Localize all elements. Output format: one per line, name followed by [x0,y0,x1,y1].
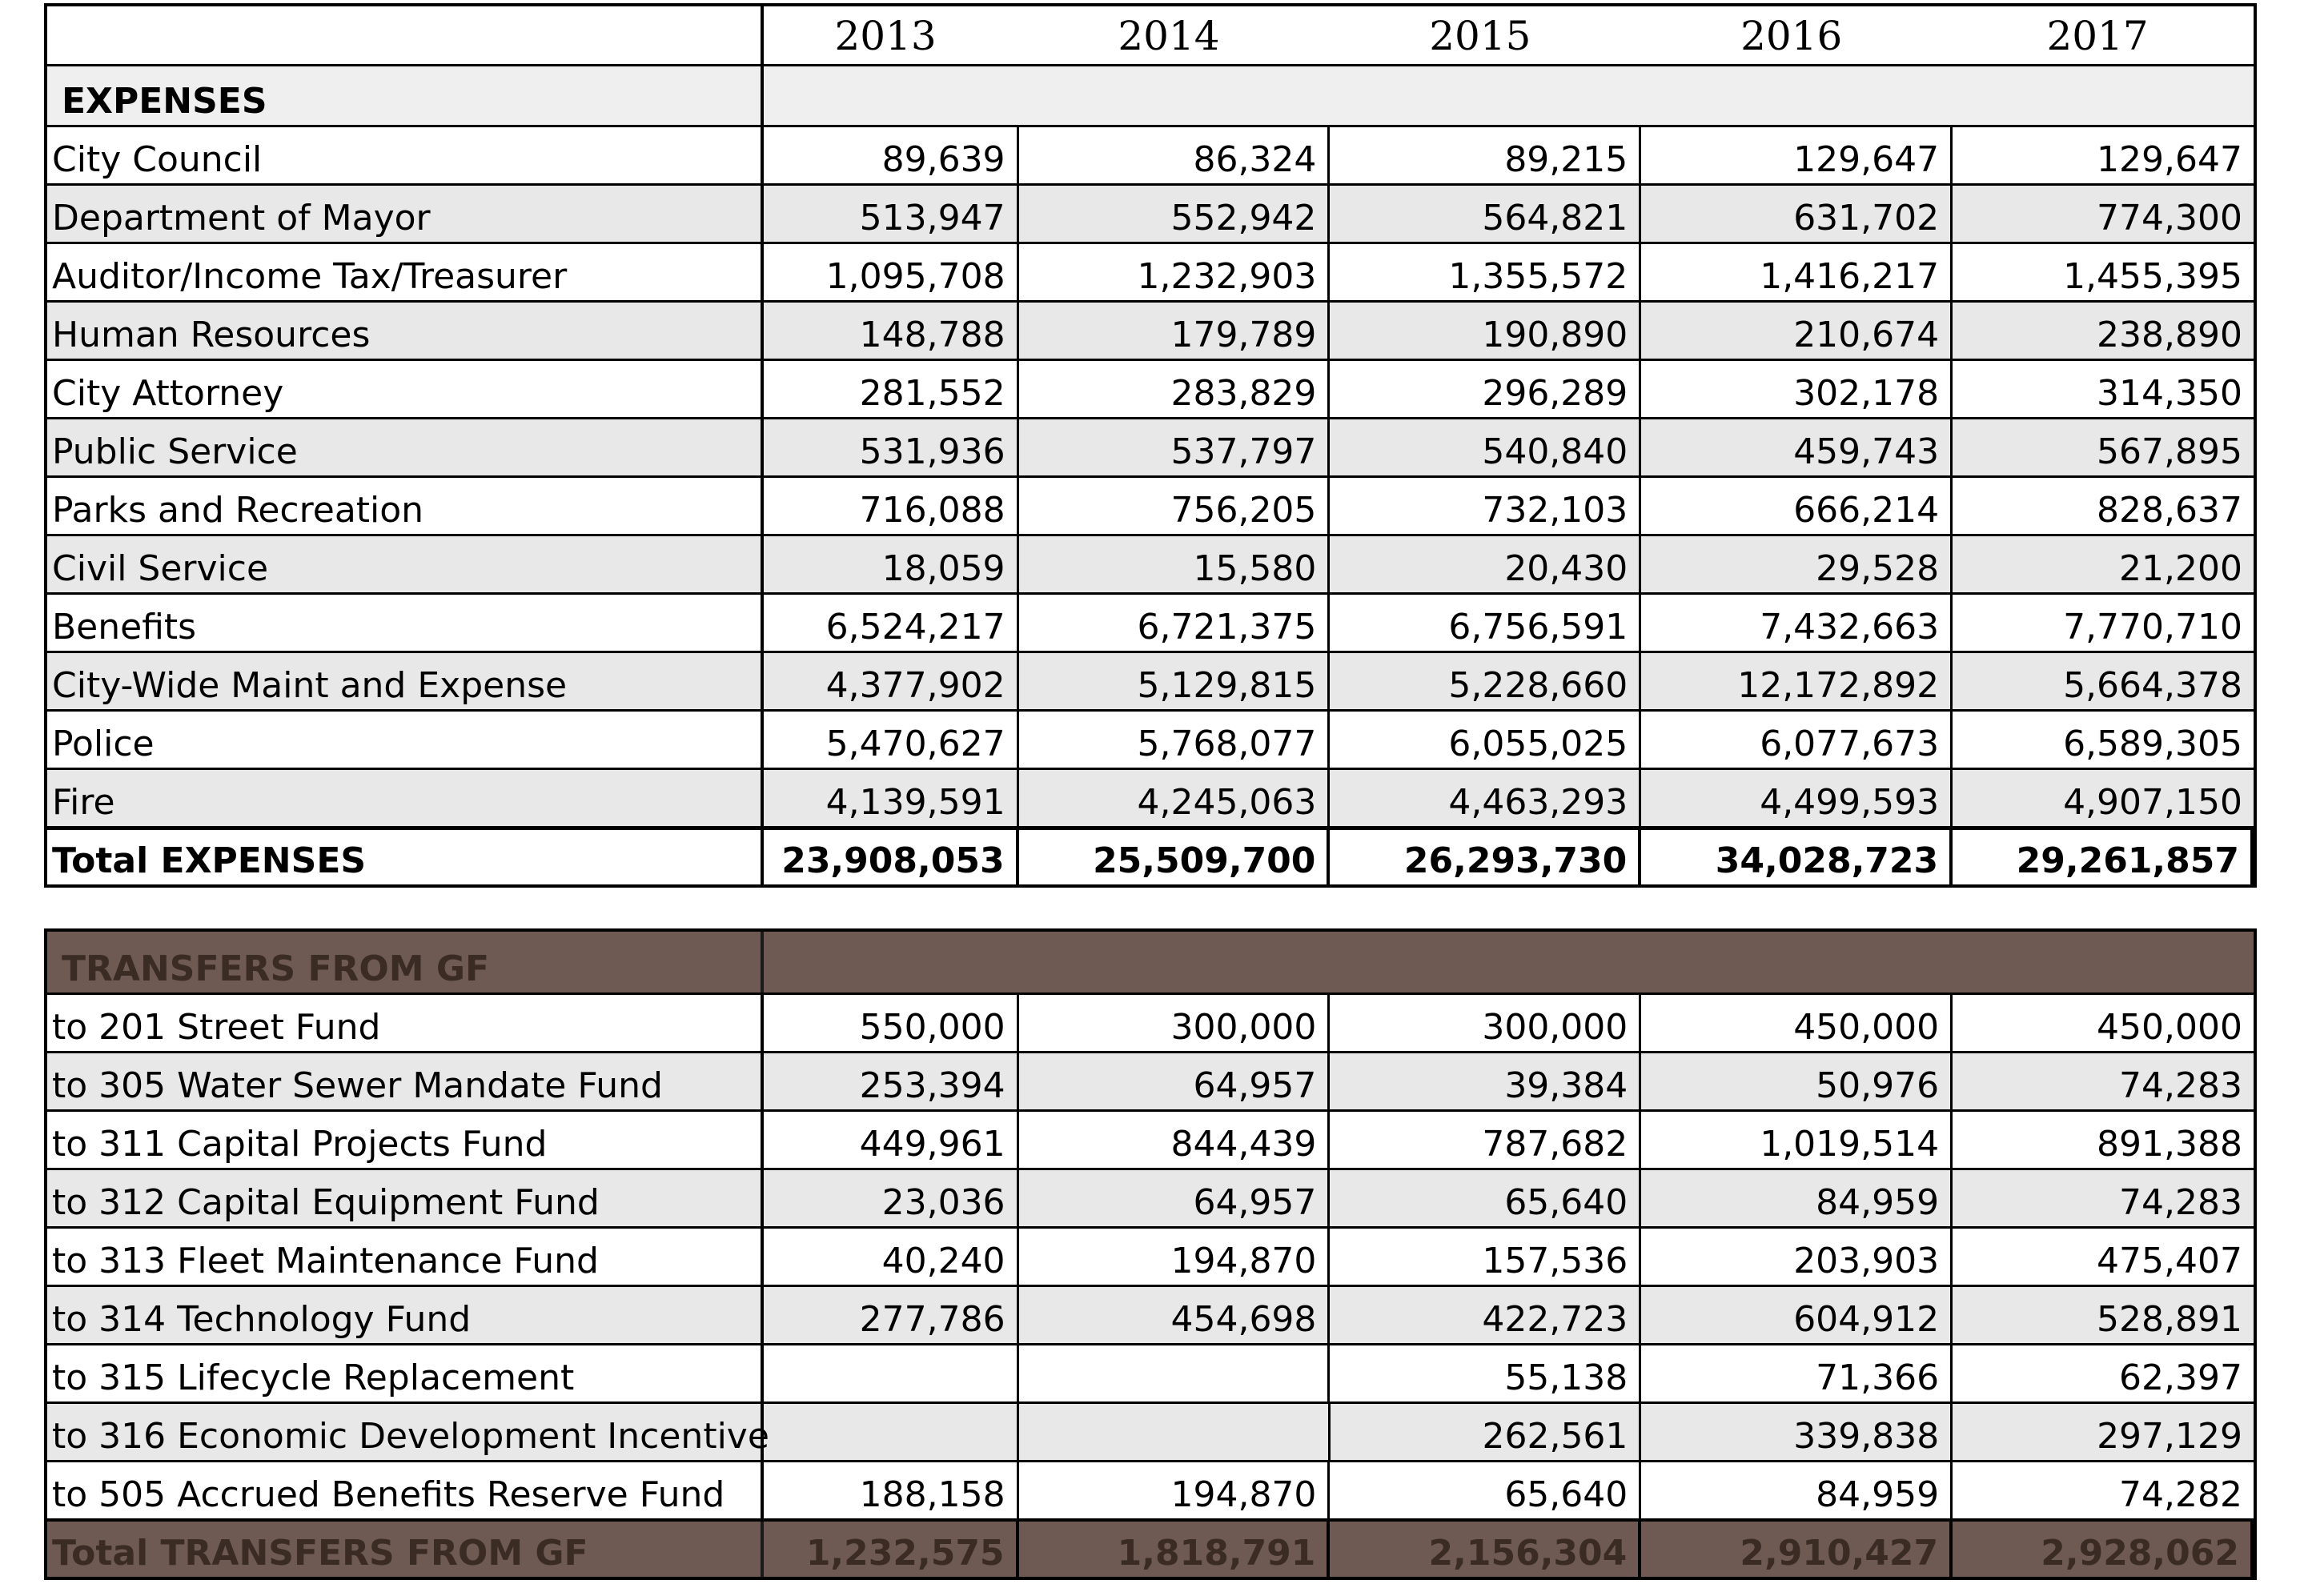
expenses-section-row [47,64,2254,125]
row-label: Fire [47,770,764,826]
value-cell: 23,908,053 [764,830,1019,884]
row-label: Human Resources [47,303,764,359]
value-cell: 253,394 [764,1053,1019,1109]
value-cell: 12,172,892 [1641,653,1953,709]
value-cell: 4,907,150 [2063,782,2242,823]
value-cell: 531,936 [764,419,1019,475]
value-cell: 64,957 [1019,1170,1331,1226]
value-cell: 26,293,730 [1330,830,1641,884]
value-cell: 2,928,062 [1953,1522,2254,1577]
value-cell: 6,524,217 [764,595,1019,651]
value-cell: 454,698 [1019,1287,1331,1343]
value-cell: 50,976 [1641,1053,1953,1109]
value-cell: 1,455,395 [2063,256,2242,297]
row-label: Civil Service [47,536,764,592]
row-label: Total EXPENSES [47,830,764,884]
section-fill [764,932,2254,992]
row-label: Benefits [47,595,764,651]
table-row [47,183,2254,242]
value-cell: 84,959 [1641,1170,1953,1226]
value-cell: 39,384 [1330,1053,1641,1109]
value-cell: 756,205 [1019,478,1331,534]
year-header: 2015 [1429,13,1531,59]
value-cell: 604,912 [1641,1287,1953,1343]
row-label: to 505 Accrued Benefits Reserve Fund [47,1462,764,1518]
value-cell: 550,000 [764,995,1019,1051]
value-cell: 564,821 [1330,186,1641,242]
value-cell: 339,838 [1641,1404,1953,1460]
value-cell: 5,129,815 [1019,653,1331,709]
value-cell: 190,890 [1330,303,1641,359]
value-cell: 1,818,791 [1019,1522,1331,1577]
table-row [47,417,2254,475]
expenses-table [44,3,2257,888]
table-row [47,1168,2254,1226]
section-fill [764,66,2254,125]
table-row [47,475,2254,534]
value-cell: 6,077,673 [1641,712,1953,768]
value-cell: 194,870 [1019,1462,1331,1518]
table-row [47,242,2254,300]
value-cell: 74,283 [2119,1065,2242,1106]
table-row [47,709,2254,768]
value-cell: 1,019,514 [1641,1112,1953,1168]
row-label: City Council [47,127,764,183]
value-cell: 74,283 [2119,1182,2242,1223]
value-cell: 148,788 [764,303,1019,359]
expenses-heading: EXPENSES [47,66,764,125]
year-header: 2017 [2046,13,2149,59]
value-cell: 7,770,710 [2063,607,2242,648]
value-cell: 4,377,902 [764,653,1019,709]
value-cell: 188,158 [764,1462,1019,1518]
value-cell: 449,961 [764,1112,1019,1168]
value-cell: 300,000 [1019,995,1331,1051]
value-cell: 5,664,378 [2063,665,2242,706]
table-row [47,1285,2254,1343]
table-row [47,300,2254,359]
transfers-section-row [47,932,2254,992]
value-cell: 297,129 [2097,1416,2243,1457]
value-cell: 296,289 [1330,361,1641,417]
header-blank-cell [47,6,764,64]
table-row [47,125,2254,183]
value-cell: 34,028,723 [1641,830,1953,884]
row-label: Total TRANSFERS FROM GF [47,1522,764,1577]
value-cell: 84,959 [1641,1462,1953,1518]
value-cell [1019,1404,1331,1460]
value-cell: 1,095,708 [764,244,1019,300]
transfers-table [44,928,2257,1580]
value-cell: 25,509,700 [1019,830,1331,884]
year-header-row [47,6,2254,64]
row-label: Public Service [47,419,764,475]
table-row [47,992,2254,1051]
row-label: to 315 Lifecycle Replacement [47,1345,764,1402]
value-cell [1019,1345,1331,1402]
value-cell: 567,895 [2097,431,2242,472]
table-row [47,651,2254,709]
value-cell: 422,723 [1330,1287,1641,1343]
value-cell: 732,103 [1330,478,1641,534]
row-label: to 316 Economic Development Incentive [47,1404,764,1460]
value-cell: 6,055,025 [1330,712,1641,768]
value-cell: 6,721,375 [1019,595,1331,651]
value-cell: 459,743 [1641,419,1953,475]
row-label: Department of Mayor [47,186,764,242]
row-label: to 312 Capital Equipment Fund [47,1170,764,1226]
value-cell: 65,640 [1330,1462,1641,1518]
row-label: Parks and Recreation [47,478,764,534]
row-label: City-Wide Maint and Expense [47,653,764,709]
value-cell: 7,432,663 [1641,595,1953,651]
value-cell: 29,528 [1641,536,1953,592]
value-cell: 74,282 [2119,1474,2242,1515]
value-cell: 262,561 [1331,1404,1642,1460]
value-cell: 40,240 [764,1229,1019,1285]
expenses-total-row [47,826,2254,884]
value-cell: 29,261,857 [1953,830,2254,884]
value-cell: 71,366 [1641,1345,1953,1402]
value-cell: 552,942 [1019,186,1331,242]
year-header: 2016 [1740,13,1843,59]
value-cell: 475,407 [2097,1241,2242,1281]
value-cell: 238,890 [2097,315,2242,355]
value-cell: 716,088 [764,478,1019,534]
year-header: 2013 [834,13,937,59]
value-cell: 5,768,077 [1019,712,1331,768]
value-cell: 2,156,304 [1330,1522,1641,1577]
value-cell: 194,870 [1019,1229,1331,1285]
value-cell [764,1404,1019,1460]
value-cell: 21,200 [2119,548,2242,589]
value-cell: 62,397 [2119,1357,2242,1398]
value-cell: 540,840 [1330,419,1641,475]
value-cell: 513,947 [764,186,1019,242]
value-cell: 6,589,305 [2063,724,2242,764]
row-label: to 305 Water Sewer Mandate Fund [47,1053,764,1109]
value-cell [764,1345,1019,1402]
table-row [47,1402,2254,1460]
table-row [47,1109,2254,1168]
value-cell: 4,139,591 [764,770,1019,826]
value-cell: 1,416,217 [1641,244,1953,300]
table-row [47,1051,2254,1109]
value-cell: 20,430 [1330,536,1641,592]
value-cell: 537,797 [1019,419,1331,475]
value-cell: 828,637 [2097,490,2242,531]
value-cell: 450,000 [2097,1007,2242,1048]
value-cell: 55,138 [1330,1345,1641,1402]
value-cell: 129,647 [1641,127,1953,183]
value-cell: 210,674 [1641,303,1953,359]
value-cell: 300,000 [1330,995,1641,1051]
value-cell: 15,580 [1019,536,1331,592]
value-cell: 787,682 [1330,1112,1641,1168]
table-row [47,1343,2254,1402]
value-cell: 86,324 [1019,127,1331,183]
row-label: Police [47,712,764,768]
value-cell: 2,910,427 [1641,1522,1953,1577]
row-label: City Attorney [47,361,764,417]
row-label: to 314 Technology Fund [47,1287,764,1343]
value-cell: 203,903 [1641,1229,1953,1285]
value-cell: 314,350 [2097,373,2242,414]
value-cell: 283,829 [1019,361,1331,417]
value-cell: 89,639 [764,127,1019,183]
value-cell: 774,300 [2097,198,2242,239]
value-cell: 5,228,660 [1330,653,1641,709]
table-row [47,534,2254,592]
table-row [47,359,2254,417]
value-cell: 844,439 [1019,1112,1331,1168]
year-header: 2014 [1118,13,1220,59]
value-cell: 302,178 [1641,361,1953,417]
value-cell: 157,536 [1330,1229,1641,1285]
transfers-heading: TRANSFERS FROM GF [47,932,764,992]
table-row [47,592,2254,651]
value-cell: 65,640 [1330,1170,1641,1226]
row-label: to 311 Capital Projects Fund [47,1112,764,1168]
value-cell: 5,470,627 [764,712,1019,768]
value-cell: 666,214 [1641,478,1953,534]
value-cell: 528,891 [2097,1299,2242,1340]
value-cell: 6,756,591 [1330,595,1641,651]
value-cell: 64,957 [1019,1053,1331,1109]
transfers-total-row [47,1518,2254,1577]
value-cell: 1,232,575 [764,1522,1019,1577]
value-cell: 891,388 [2097,1124,2242,1165]
value-cell: 18,059 [764,536,1019,592]
row-label: to 201 Street Fund [47,995,764,1051]
value-cell: 4,499,593 [1641,770,1953,826]
budget-sheet [44,3,2257,1574]
table-row [47,768,2254,826]
value-cell: 4,463,293 [1330,770,1641,826]
value-cell: 89,215 [1330,127,1641,183]
row-label: to 313 Fleet Maintenance Fund [47,1229,764,1285]
value-cell: 1,355,572 [1330,244,1641,300]
value-cell: 4,245,063 [1019,770,1331,826]
value-cell: 23,036 [764,1170,1019,1226]
value-cell: 1,232,903 [1019,244,1331,300]
value-cell: 179,789 [1019,303,1331,359]
table-row [47,1226,2254,1285]
row-label: Auditor/Income Tax/Treasurer [47,244,764,300]
value-cell: 631,702 [1641,186,1953,242]
value-cell: 277,786 [764,1287,1019,1343]
value-cell: 129,647 [2097,139,2242,180]
table-row [47,1460,2254,1518]
value-cell: 450,000 [1641,995,1953,1051]
value-cell: 281,552 [764,361,1019,417]
